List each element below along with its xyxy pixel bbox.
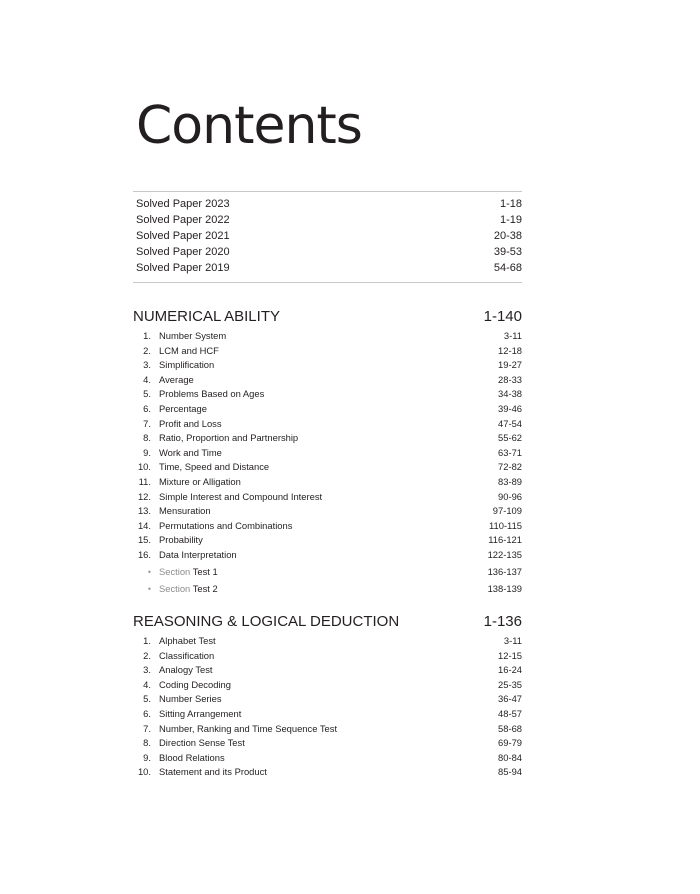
- chapter-pages: 83-89: [498, 475, 522, 487]
- chapter-row[interactable]: [133, 345, 522, 360]
- section-test-pages: 138-139: [487, 582, 522, 594]
- chapter-pages: 122-135: [487, 548, 522, 560]
- section-test-row[interactable]: [133, 583, 522, 600]
- chapter-pages: 28-33: [498, 373, 522, 385]
- chapter-number: 6.: [143, 707, 151, 719]
- chapter-row[interactable]: [133, 491, 522, 506]
- chapter-pages: 85-94: [498, 766, 522, 778]
- chapter-title: Profit and Loss: [159, 417, 222, 429]
- chapter-number: 15.: [137, 534, 151, 546]
- solved-paper-row[interactable]: [136, 213, 522, 229]
- bullet-icon: •: [147, 583, 151, 594]
- section-test-prefix: Section: [159, 582, 191, 594]
- chapter-pages: 80-84: [498, 751, 522, 763]
- chapter-title: LCM and HCF: [159, 344, 219, 356]
- chapter-pages: 58-68: [498, 722, 522, 734]
- chapter-title: Statement and its Product: [159, 766, 267, 778]
- chapter-pages: 69-79: [498, 737, 522, 749]
- chapter-title: Problems Based on Ages: [159, 388, 265, 400]
- chapter-title: Alphabet Test: [159, 635, 216, 646]
- chapter-number: 1.: [143, 330, 151, 341]
- chapter-title: Number, Ranking and Time Sequence Test: [159, 722, 338, 734]
- chapter-title: Work and Time: [159, 446, 222, 458]
- chapter-row[interactable]: [133, 359, 522, 374]
- solved-paper-row[interactable]: [136, 261, 522, 277]
- chapter-title: Percentage: [159, 402, 207, 414]
- chapter-number: 14.: [137, 519, 151, 531]
- solved-paper-pages: 1-19: [499, 214, 522, 226]
- chapter-row[interactable]: [133, 388, 522, 403]
- bottom-divider: [133, 282, 522, 283]
- chapter-title: Permutations and Combinations: [159, 519, 293, 531]
- section-test-title: Test 1: [192, 565, 218, 577]
- solved-paper-pages: 39-53: [493, 246, 522, 258]
- chapter-number: 8.: [143, 432, 151, 444]
- section-title: REASONING & LOGICAL DEDUCTION: [133, 613, 400, 630]
- chapter-pages: 19-27: [498, 359, 522, 371]
- chapter-pages: 55-62: [498, 432, 522, 444]
- chapter-number: 3.: [143, 359, 151, 371]
- chapter-title: Mixture or Alligation: [159, 475, 241, 487]
- chapter-number: 2.: [143, 344, 151, 356]
- solved-paper-row[interactable]: [136, 197, 522, 213]
- chapter-pages: 3-11: [503, 330, 522, 341]
- chapter-pages: 48-57: [498, 707, 522, 719]
- chapter-number: 7.: [143, 722, 151, 734]
- chapter-title: Ratio, Proportion and Partnership: [159, 432, 299, 444]
- chapter-number: 2.: [143, 649, 151, 661]
- page-title: Contents: [136, 96, 362, 156]
- chapter-pages: 110-115: [488, 519, 522, 531]
- chapter-row[interactable]: [133, 650, 522, 665]
- chapter-pages: 34-38: [498, 388, 522, 400]
- chapter-number: 4.: [143, 678, 151, 690]
- chapter-row[interactable]: [133, 330, 522, 345]
- chapter-title: Number Series: [159, 693, 222, 705]
- chapter-row[interactable]: [133, 693, 522, 708]
- chapter-pages: 16-24: [498, 664, 522, 676]
- chapter-pages: 97-109: [492, 505, 522, 517]
- chapter-number: 16.: [137, 548, 151, 560]
- chapter-row[interactable]: [133, 520, 522, 535]
- solved-paper-pages: 54-68: [493, 262, 522, 274]
- chapter-title: Simplification: [159, 359, 215, 371]
- chapter-title: Number System: [159, 330, 227, 341]
- chapter-pages: 25-35: [498, 678, 522, 690]
- chapter-row[interactable]: [133, 418, 522, 433]
- section-heading-reasoning[interactable]: [133, 613, 522, 630]
- chapter-number: 4.: [143, 373, 151, 385]
- section-title: NUMERICAL ABILITY: [133, 308, 280, 325]
- chapter-number: 3.: [143, 664, 151, 676]
- chapter-number: 5.: [143, 388, 151, 400]
- chapter-title: Blood Relations: [159, 751, 225, 763]
- chapter-title: Data Interpretation: [159, 548, 237, 560]
- section-test-row[interactable]: [133, 566, 522, 583]
- chapter-title: Sitting Arrangement: [159, 707, 242, 719]
- solved-paper-pages: 20-38: [493, 230, 522, 242]
- chapter-pages: 116-121: [488, 534, 522, 546]
- chapter-row[interactable]: [133, 432, 522, 447]
- top-divider: [133, 191, 522, 192]
- chapter-number: 8.: [143, 737, 151, 749]
- chapter-title: Time, Speed and Distance: [159, 461, 270, 473]
- chapter-number: 10.: [137, 766, 151, 778]
- solved-paper-row[interactable]: [136, 245, 522, 261]
- chapter-number: 13.: [137, 505, 151, 517]
- chapter-pages: 90-96: [498, 490, 522, 502]
- chapter-pages: 47-54: [498, 417, 522, 429]
- chapter-number: 9.: [143, 751, 151, 763]
- section-heading-numerical-ability[interactable]: [133, 308, 522, 325]
- solved-paper-label: Solved Paper 2023: [136, 198, 230, 210]
- chapter-number: 7.: [143, 417, 151, 429]
- chapter-row[interactable]: [133, 403, 522, 418]
- chapter-row[interactable]: [133, 664, 522, 679]
- chapter-list-numerical-ability: [133, 330, 522, 600]
- section-page-range: 1-136: [483, 613, 522, 630]
- chapter-pages: 39-46: [498, 402, 522, 414]
- chapter-number: 12.: [137, 490, 151, 502]
- chapter-title: Classification: [159, 649, 215, 661]
- chapter-row[interactable]: [133, 505, 522, 520]
- chapter-row[interactable]: [133, 476, 522, 491]
- chapter-list-reasoning: [133, 635, 522, 781]
- section-test-title: Test 2: [192, 582, 218, 594]
- chapter-number: 9.: [143, 446, 151, 458]
- bullet-icon: •: [147, 566, 151, 577]
- chapter-row[interactable]: [133, 374, 522, 389]
- solved-papers-list: [136, 197, 522, 277]
- chapter-row[interactable]: [133, 723, 522, 738]
- chapter-pages: 63-71: [498, 446, 522, 458]
- chapter-pages: 72-82: [498, 461, 522, 473]
- solved-paper-label: Solved Paper 2021: [136, 230, 230, 242]
- section-test-prefix: Section: [159, 565, 191, 577]
- chapter-title: Analogy Test: [159, 664, 213, 676]
- solved-paper-label: Solved Paper 2019: [136, 262, 230, 274]
- chapter-row[interactable]: [133, 447, 522, 462]
- section-test-pages: 136-137: [487, 565, 522, 577]
- chapter-row[interactable]: [133, 708, 522, 723]
- chapter-pages: 12-18: [498, 344, 522, 356]
- chapter-row[interactable]: [133, 534, 522, 549]
- chapter-row[interactable]: [133, 549, 522, 564]
- chapter-pages: 12-15: [498, 649, 522, 661]
- section-page-range: 1-140: [483, 308, 522, 325]
- chapter-number: 1.: [143, 635, 151, 646]
- solved-paper-pages: 1-18: [499, 198, 522, 210]
- chapter-pages: 3-11: [503, 635, 522, 646]
- chapter-number: 5.: [143, 693, 151, 705]
- chapter-row[interactable]: [133, 752, 522, 767]
- chapter-row[interactable]: [133, 635, 522, 650]
- chapter-title: Probability: [159, 534, 203, 546]
- chapter-row[interactable]: [133, 679, 522, 694]
- chapter-title: Coding Decoding: [159, 678, 231, 690]
- chapter-title: Direction Sense Test: [159, 737, 245, 749]
- chapter-number: 6.: [143, 402, 151, 414]
- solved-paper-label: Solved Paper 2022: [136, 214, 230, 226]
- solved-paper-label: Solved Paper 2020: [136, 246, 230, 258]
- chapter-title: Average: [159, 373, 194, 385]
- solved-paper-row[interactable]: [136, 229, 522, 245]
- chapter-title: Simple Interest and Compound Interest: [159, 490, 323, 502]
- chapter-row[interactable]: [133, 737, 522, 752]
- chapter-pages: 36-47: [498, 693, 522, 705]
- chapter-number: 10.: [137, 461, 151, 473]
- chapter-row[interactable]: [133, 461, 522, 476]
- chapter-row[interactable]: [133, 766, 522, 781]
- chapter-number: 11.: [138, 475, 151, 487]
- chapter-title: Mensuration: [159, 505, 211, 517]
